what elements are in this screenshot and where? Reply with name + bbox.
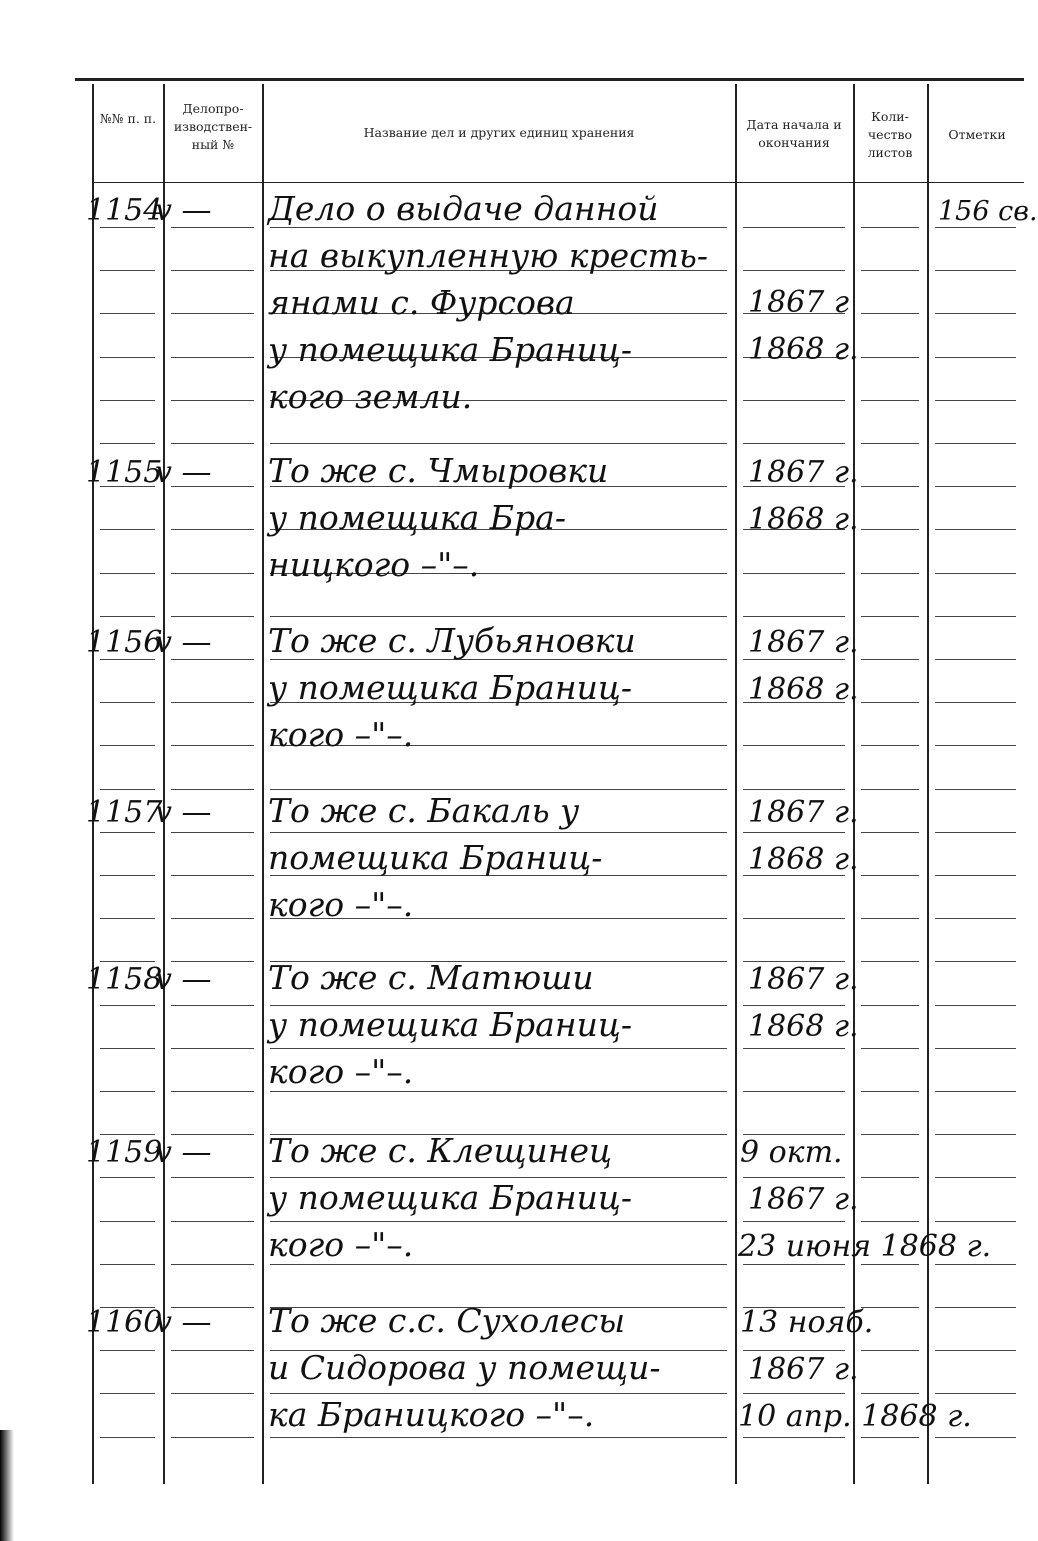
- ruled-line: [171, 1177, 254, 1178]
- entry-title-line: кого –"–.: [268, 1052, 414, 1091]
- ruled-line: [935, 1048, 1016, 1049]
- ruled-line: [861, 918, 919, 919]
- ruled-line: [100, 443, 155, 444]
- ruled-line: [861, 745, 919, 746]
- entry-date-start: 1867 г.: [748, 625, 859, 660]
- ruled-line: [743, 1393, 845, 1394]
- entry-date-end: 23 июня 1868 г.: [738, 1229, 992, 1264]
- ruled-line: [100, 1048, 155, 1049]
- ruled-line: [861, 1437, 919, 1438]
- entry-note: 156 св.: [938, 196, 1038, 227]
- ruled-line: [743, 443, 845, 444]
- ruled-line: [743, 1091, 845, 1092]
- entry-date-start: 1867 г.: [748, 962, 859, 997]
- header-sheet-count: Коли- чество листов: [867, 109, 913, 160]
- ruled-line: [861, 573, 919, 574]
- column-divider-3: [735, 84, 737, 1484]
- entry-checkmark: v —: [155, 962, 212, 997]
- entry-title-line: То же с. Клещинец: [268, 1131, 613, 1170]
- ruled-line: [861, 1091, 919, 1092]
- entry-title-line: у помещика Бра-: [268, 498, 566, 537]
- ruled-line: [171, 616, 254, 617]
- ruled-line: [935, 1393, 1016, 1394]
- ruled-line: [270, 1393, 727, 1394]
- ruled-line: [861, 1005, 919, 1006]
- ruled-line: [171, 745, 254, 746]
- header-dates: Дата начала и окончания: [746, 117, 842, 150]
- table-left-border: [92, 84, 94, 1484]
- entry-title-line: кого –"–.: [268, 715, 414, 754]
- entry-title-line: у помещика Браниц-: [268, 1178, 633, 1217]
- ruled-line: [270, 1221, 727, 1222]
- ruled-line: [861, 1350, 919, 1351]
- entry-date-end: 1868 г.: [748, 332, 859, 367]
- entry-title-line: То же с. Бакаль у: [268, 791, 580, 830]
- ruled-line: [861, 659, 919, 660]
- entry-title-line: кого –"–.: [268, 1225, 414, 1264]
- ruled-line: [100, 1005, 155, 1006]
- ruled-line: [100, 1091, 155, 1092]
- entry-date-middle: 1867 г.: [748, 1182, 859, 1217]
- ruled-line: [861, 443, 919, 444]
- ruled-line: [861, 875, 919, 876]
- entry-title-line: кого –"–.: [268, 885, 414, 924]
- ruled-line: [935, 573, 1016, 574]
- ruled-line: [171, 400, 254, 401]
- ruled-line: [270, 1048, 727, 1049]
- ruled-line: [861, 486, 919, 487]
- ruled-line: [100, 1177, 155, 1178]
- header-bottom-border: [92, 182, 1024, 183]
- ruled-line: [861, 313, 919, 314]
- ruled-line: [100, 400, 155, 401]
- ruled-line: [100, 1350, 155, 1351]
- ruled-line: [935, 789, 1016, 790]
- ruled-line: [935, 659, 1016, 660]
- entry-checkmark: v —: [155, 455, 212, 490]
- ruled-line: [743, 1177, 845, 1178]
- ruled-line: [935, 702, 1016, 703]
- entry-number: 1158: [86, 962, 163, 997]
- entry-title-line: на выкупленную кресть-: [268, 236, 709, 275]
- entry-date-start: 13 нояб.: [740, 1305, 874, 1340]
- ruled-line: [935, 270, 1016, 271]
- ruled-line: [861, 400, 919, 401]
- ruled-line: [100, 616, 155, 617]
- ruled-line: [935, 1005, 1016, 1006]
- entry-title-line: помещика Браниц-: [268, 838, 603, 877]
- ruled-line: [171, 313, 254, 314]
- ruled-line: [171, 1005, 254, 1006]
- header-notes: Отметки: [948, 127, 1006, 142]
- ruled-line: [935, 1437, 1016, 1438]
- ruled-line: [935, 1134, 1016, 1135]
- entry-date-end: 1868 г.: [748, 672, 859, 707]
- entry-number: 1154: [86, 193, 163, 228]
- ruled-line: [270, 1264, 727, 1265]
- entry-title-line: у помещика Браниц-: [268, 1005, 633, 1044]
- ruled-line: [100, 270, 155, 271]
- ruled-line: [861, 1393, 919, 1394]
- ruled-line: [935, 1177, 1016, 1178]
- ruled-line: [100, 529, 155, 530]
- column-divider-1: [163, 84, 165, 1484]
- entry-number: 1160: [86, 1305, 163, 1340]
- ruled-line: [935, 400, 1016, 401]
- entry-date-end: 10 апр. 1868 г.: [738, 1399, 972, 1434]
- ruled-line: [171, 1221, 254, 1222]
- ruled-line: [861, 832, 919, 833]
- entry-title-line: у помещика Браниц-: [268, 668, 633, 707]
- entry-title-line: Дело о выдаче данной: [268, 189, 659, 228]
- ruled-line: [935, 1221, 1016, 1222]
- ruled-line: [171, 1048, 254, 1049]
- ruled-line: [171, 1264, 254, 1265]
- column-divider-2: [262, 84, 264, 1484]
- ruled-line: [100, 745, 155, 746]
- ruled-line: [171, 1437, 254, 1438]
- ruled-line: [171, 875, 254, 876]
- table-top-border: [75, 78, 1024, 81]
- entry-title-line: То же с. Матюши: [268, 958, 594, 997]
- ruled-line: [743, 227, 845, 228]
- ruled-line: [100, 1393, 155, 1394]
- ruled-line: [861, 616, 919, 617]
- ruled-line: [935, 616, 1016, 617]
- ruled-line: [100, 875, 155, 876]
- ruled-line: [935, 529, 1016, 530]
- entry-title-line: ка Браницкого –"–.: [268, 1395, 595, 1434]
- entry-date-start: 1867 г.: [748, 455, 859, 490]
- ruled-line: [270, 616, 727, 617]
- ruled-line: [171, 270, 254, 271]
- ruled-line: [935, 875, 1016, 876]
- entry-date-end: 1868 г.: [748, 1009, 859, 1044]
- entry-checkmark: v —: [155, 1135, 212, 1170]
- header-number: №№ п. п.: [99, 111, 157, 126]
- entry-checkmark: v —: [155, 795, 212, 830]
- scan-edge-shadow: [0, 1430, 14, 1541]
- header-title: Название дел и других единиц хранения: [363, 125, 635, 140]
- ruled-line: [100, 1264, 155, 1265]
- entry-date-end: 1868 г.: [748, 502, 859, 537]
- entry-title-line: и Сидорова у помещи-: [268, 1348, 661, 1387]
- ruled-line: [935, 961, 1016, 962]
- entry-title-line: То же с. Лубьяновки: [268, 621, 636, 660]
- entry-checkmark: v —: [155, 625, 212, 660]
- ruled-line: [171, 832, 254, 833]
- ruled-line: [171, 443, 254, 444]
- ruled-line: [935, 745, 1016, 746]
- ruled-line: [171, 1091, 254, 1092]
- entry-title-line: кого земли.: [268, 377, 473, 416]
- ruled-line: [171, 702, 254, 703]
- entry-number: 1155: [86, 455, 163, 490]
- ruled-line: [861, 702, 919, 703]
- ruled-line: [743, 616, 845, 617]
- ruled-line: [270, 443, 727, 444]
- ruled-line: [270, 832, 727, 833]
- ruled-line: [935, 832, 1016, 833]
- entry-title-line: янами с. Фурсова: [268, 283, 575, 322]
- column-divider-4: [853, 84, 855, 1484]
- ruled-line: [935, 1091, 1016, 1092]
- ruled-line: [171, 918, 254, 919]
- ruled-line: [743, 832, 845, 833]
- ruled-line: [270, 1437, 727, 1438]
- ruled-line: [270, 1091, 727, 1092]
- ruled-line: [743, 1048, 845, 1049]
- ruled-line: [743, 270, 845, 271]
- ruled-line: [100, 357, 155, 358]
- ruled-line: [171, 1350, 254, 1351]
- ruled-line: [935, 313, 1016, 314]
- header-office-number: Делопро- изводствен- ный №: [173, 101, 253, 152]
- ruled-line: [100, 832, 155, 833]
- ruled-line: [100, 1221, 155, 1222]
- entry-title-line: То же с. Чмыровки: [268, 451, 609, 490]
- ruled-line: [935, 357, 1016, 358]
- ruled-line: [743, 789, 845, 790]
- ruled-line: [100, 573, 155, 574]
- entry-number: 1156: [86, 625, 163, 660]
- ruled-line: [743, 1005, 845, 1006]
- entry-number: 1157: [86, 795, 163, 830]
- ruled-line: [935, 918, 1016, 919]
- ruled-line: [171, 1393, 254, 1394]
- ruled-line: [743, 1350, 845, 1351]
- ruled-line: [743, 573, 845, 574]
- ruled-line: [171, 529, 254, 530]
- entry-checkmark: v —: [155, 193, 212, 228]
- ruled-line: [861, 357, 919, 358]
- ruled-line: [861, 227, 919, 228]
- ruled-line: [171, 357, 254, 358]
- ruled-line: [743, 745, 845, 746]
- column-divider-5: [927, 84, 929, 1484]
- ruled-line: [100, 313, 155, 314]
- entry-title-line: ницкого –"–.: [268, 545, 480, 584]
- ruled-line: [861, 1177, 919, 1178]
- ruled-line: [861, 789, 919, 790]
- entry-title-line: у помещика Браниц-: [268, 330, 633, 369]
- ruled-line: [100, 1437, 155, 1438]
- ruled-line: [171, 789, 254, 790]
- ruled-line: [861, 1134, 919, 1135]
- entry-checkmark: v —: [155, 1305, 212, 1340]
- ruled-line: [100, 789, 155, 790]
- entry-title-line: То же с.с. Сухолесы: [268, 1301, 626, 1340]
- entry-date-start: 1867 г.: [748, 795, 859, 830]
- ruled-line: [100, 918, 155, 919]
- ruled-line: [861, 529, 919, 530]
- ruled-line: [861, 1048, 919, 1049]
- entry-date-end: 1868 г.: [748, 842, 859, 877]
- entry-number: 1159: [86, 1135, 163, 1170]
- ruled-line: [100, 702, 155, 703]
- ruled-line: [935, 1350, 1016, 1351]
- ruled-line: [935, 486, 1016, 487]
- entry-date-start: 1867 г: [748, 285, 850, 320]
- ruled-line: [935, 1307, 1016, 1308]
- ruled-line: [743, 400, 845, 401]
- ruled-line: [861, 961, 919, 962]
- ruled-line: [270, 789, 727, 790]
- ruled-line: [861, 1221, 919, 1222]
- entry-date-middle: 1867 г.: [748, 1352, 859, 1387]
- ruled-line: [743, 918, 845, 919]
- ruled-line: [935, 443, 1016, 444]
- ruled-line: [743, 1221, 845, 1222]
- ruled-line: [861, 270, 919, 271]
- entry-date-start: 9 окт.: [740, 1135, 843, 1170]
- ruled-line: [171, 573, 254, 574]
- ruled-line: [743, 1437, 845, 1438]
